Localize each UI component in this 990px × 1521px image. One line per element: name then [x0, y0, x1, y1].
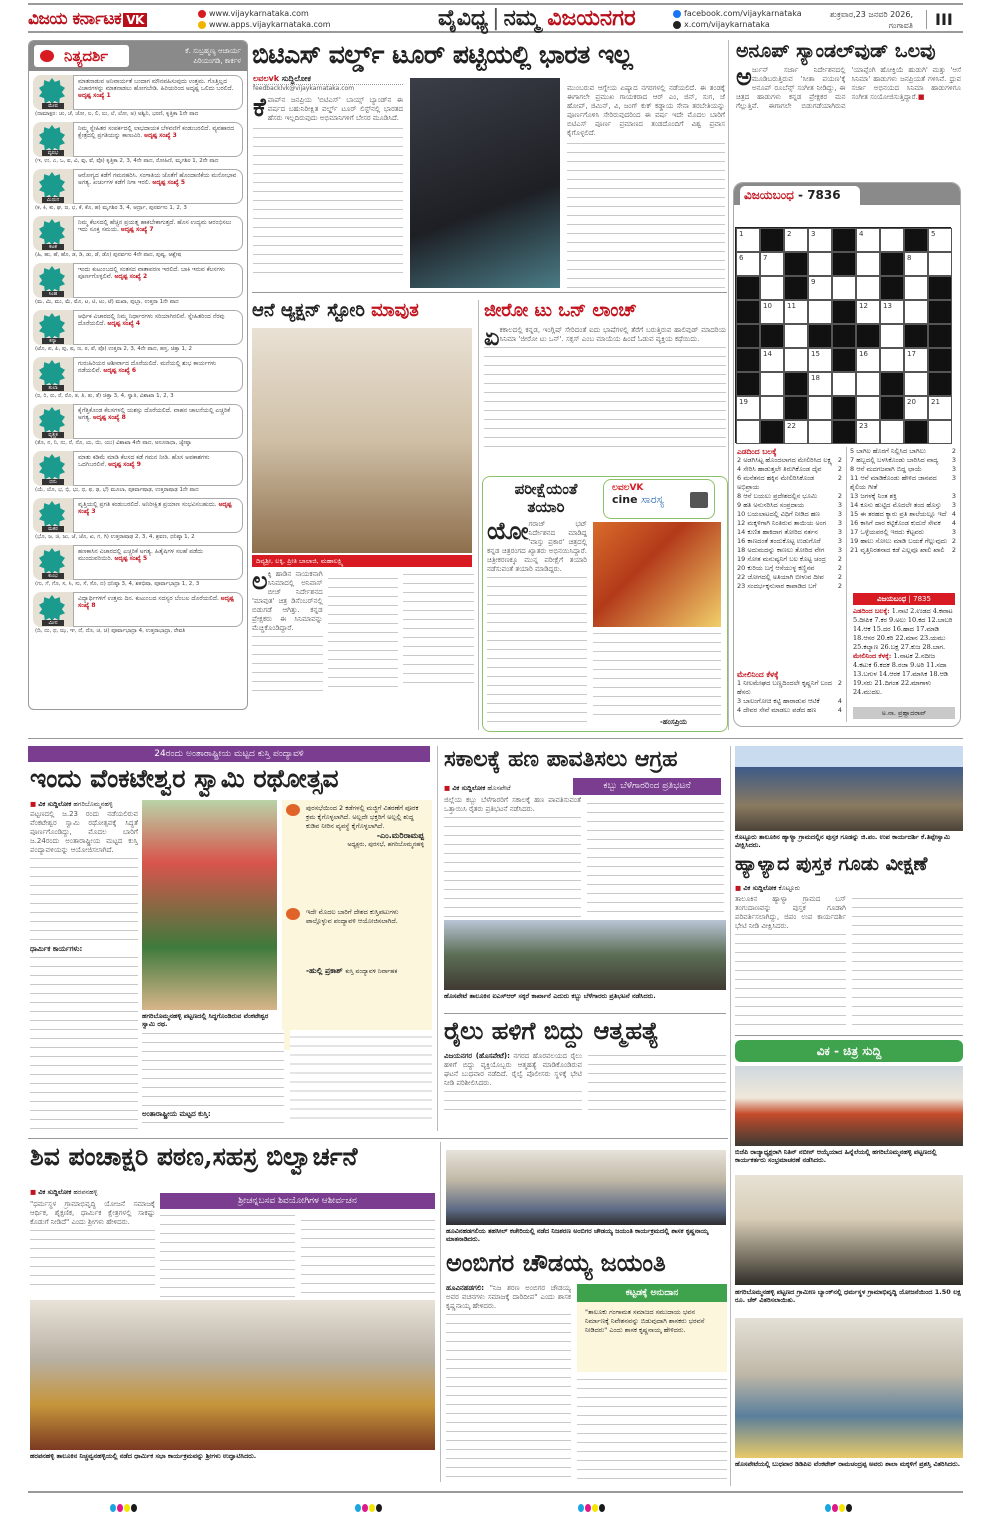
- ratha-quote-1: ಪುರಸಭೆಯಿಂದ 2 ಕಡೆಗಳಲ್ಲಿ ಮಜ್ಜಿಗೆ ವಿತರಣೆಗೆ ಪೂರಕ ಕ್ರಮ ಕೈಗೊಳ್ಳಲಾಗಿದೆ. ಅಲ್ಲದೇ ಭಕ್ತರಿಗೆ ಅಲ್ಲಲ್ಲಿ ಶುದ್ಧ ಕುಡಿವ ನೀರಿನ ವ್ಯವಸ್ಥೆ ಕೈಗೊಳ್ಳಲಾಗಿದೆ.: [306, 804, 419, 830]
- horoscope-text: ಹಣಕಾಸಿನ ವಿಚಾರದಲ್ಲಿ ಎಚ್ಚರಿಕೆ ಅಗತ್ಯ. ಹಿತೈಷಿಗಳ ಸಲಹೆ ಪಡೆದು ಮುಂದುವರಿಯಿರಿ. ಅದೃಷ್ಟ ಸಂಖ್ಯೆ 5: [73, 545, 243, 580]
- facebook-link[interactable]: facebook.com/vijaykarnataka: [684, 9, 802, 18]
- mavutha-headline[interactable]: ಆನೆ ಆ್ಯಕ್ಷನ್ ಸ್ಟೋರಿ ಮಾವುತ: [252, 300, 419, 321]
- bts-photo: [410, 78, 560, 288]
- across-clues: ಎಡದಿಂದ ಬಲಕ್ಕೆ 2 ಅಡಗಿಸಿಟ್ಟ ಹೊಂದಲಾಗದ ಮೇಲಿರಿಸಿದ ಲಕ್ಷ್ಯ 2 4 ಸೇರಿಸಿ ಹಾಡುತ್ತಲೇ ತಿರುಗಿಕೊಂಡ ದೈವ 2 6 ಮನೆತನದ ಹಕ್ಕಿನ ಮೇಲಿರಿಸಿಕೊಂಡ ಅಭಿಪ್ರಾಯ 2 8 ಆನೆ ಬಯಲು ಪ್ರದೇಶದಲ್ಲಿನ ಭೂಮಿ 2 9 ಹತಿ ಅನುಸರಿಸಿದ ಸಂಪ್ರದಾಯ 3 10 ಬಯಲಾಟದಲ್ಲಿ ವಿಧಿಗೆ ನೀಡಿದ ಹಣ 3 12 ಮಕ್ಕಳಿಗಾಗಿ ನಿಂತಿರುವ ತಾಯಿಯ ಅಂಗ 3 14 ಕುಣಿತ ಹಾಕಿದಾಗ ತೋರಿದ ನರ್ತನ 3 16 ಕಾಣದಂತೆ ತಂದುಕೊಟ್ಟ ಉಡುಗೊರೆ 3 18 ಅದುಮದನ್ನು ಕಾಣಲು ತೋರಿದ ವೇಗ 3 19 ಸೋತ ಮನುಷ್ಯನಿಗೆ ಬಲ ಕೊಟ್ಟ ಚಂದ್ರ 2 20 ಕುರಿಯ ಬಗ್ಗೆ ಆಸೆಯುಳ್ಳ ಕಣ್ಣಿನವ 2 22 ಜೋಗದಲ್ಲಿ ಅತಿಯಾಗಿ ಬೀಳುವ ದೀಪ 2 23 ಸಂದರ್ಭಕ್ಕನುಸಾರ ಕಾಪಾಡಿದ ಬಗೆ 2: [737, 447, 842, 590]
- railu-headline[interactable]: ರೈಲು ಹಳಿಗೆ ಬಿದ್ದು ಆತ್ಮಹತ್ಯೆ: [444, 1016, 659, 1045]
- crossword-clue: 14 ಕುಣಿತ ಹಾಕಿದಾಗ ತೋರಿದ ನರ್ತನ 3: [737, 528, 842, 536]
- crossword-cell[interactable]: 17: [904, 348, 928, 372]
- crossword-cell[interactable]: 8: [904, 252, 928, 276]
- crossword-block: [736, 300, 760, 324]
- crossword-clue: 2 ಅಡಗಿಸಿಟ್ಟ ಹೊಂದಲಾಗದ ಮೇಲಿರಿಸಿದ ಲಕ್ಷ್ಯ 2: [737, 456, 842, 464]
- x-icon: [673, 21, 681, 29]
- crossword-cell[interactable]: [808, 396, 832, 420]
- crossword-cell[interactable]: [856, 396, 880, 420]
- chitra-photo-1: [735, 1066, 963, 1146]
- anoop-headline[interactable]: ಅನೂಪ್ ಸ್ಯಾಂಡಲ್‌ವುಡ್ ಒಲವು: [736, 40, 936, 62]
- ambigara-body-2: [577, 1376, 727, 1484]
- bookshop-photo-caption: ಕೊಟ್ಟೂರು ತಾಲೂಕಿನ ಹ್ಯಾಳ್ಯಾ ಗ್ರಾಮದಲ್ಲಿನ ಪುಸ್ತಕ ಗೂಡನ್ನು ಜಿ.ಪಂ. ಉಪ ಕಾರ್ಯದರ್ಶಿ ಕೆ.ತಿಪ್ಪೇಸ್ವಾಮಿ ವೀಕ್ಷಿಸಿದರು.: [735, 833, 951, 849]
- ratha-dateline: ■ ವಿಕ ಸುದ್ದಿಲೋಕ ಹಗರಿಬೊಮ್ಮನಹಳ್ಳಿ: [30, 800, 113, 808]
- shiva-dateline: ■ ವಿಕ ಸುದ್ದಿಲೋಕ ಹರಪನಹಳ್ಳಿ: [30, 1188, 98, 1196]
- crossword-block: [736, 348, 760, 372]
- chitra-photo-2: [735, 1175, 963, 1285]
- ratha-quotes-box: [282, 800, 432, 1050]
- shiva-photo: [30, 1300, 435, 1450]
- crossword-clue: 1 ನೀಲಮೇಘದ ಬಣ್ಣದಿಂದಲೇ ಕೃಷ್ಣನಿಗೆ ಬಂದ ಹೆಸರು 2: [737, 679, 842, 696]
- zodiac-icon: ಮಿಥುನ: [33, 169, 73, 204]
- crossword-clue: 16 ಕಾಸಿಗೆ ದಾರ ಕಟ್ಟಿಕೊಂಡ ಕುದುರೆ ಸೇವಕ 4: [850, 519, 956, 527]
- pareekshe-body-2: [593, 630, 721, 715]
- pareekshe-signature: -ಹಂಸಪ್ರಿಯ: [660, 718, 687, 726]
- bookshop-photo: [735, 746, 963, 831]
- shiva-body-2: [160, 1212, 435, 1300]
- bts-byline: ಲವಲvk ಸುದ್ದಿಲೋಕ: [253, 74, 403, 85]
- crossword-cell[interactable]: [856, 372, 880, 396]
- crossword-title: ವಿಜಯಬಂಧ - 7836: [740, 186, 860, 205]
- zodiac-icon: ಕಟಕ: [33, 216, 73, 251]
- mavutha-caption: ದಿವ್ಯಶ್ರೀ, ಲಕ್ಕಿ, ಪ್ರೀತಿ ಬಾಲಾಜಿ, ಮಹಾಲಕ್ಷ್ಮಿ: [252, 555, 472, 567]
- bookshop-dateline: ■ ವಿಕ ಸುದ್ದಿಲೋಕ ಕೊಟ್ಟೂರು: [735, 884, 801, 892]
- bookshop-headline[interactable]: ಹ್ಯಾಳ್ಯಾದ ಪುಸ್ತಕ ಗೂಡು ವೀಕ್ಷಣೆ: [735, 853, 928, 875]
- sakalakke-body: ಜಿಲ್ಲೆಯ ಕಬ್ಬು ಬೆಳೆಗಾರರಿಗೆ ಸಕಾಲಕ್ಕೆ ಹಣ ಪಾವತಿಸುವಂತೆ ಒತ್ತಾಯಿಸಿ ರೈತರು ಪ್ರತಿಭಟನೆ ನಡೆಸಿದರು.: [444, 796, 724, 918]
- crossword-cell[interactable]: [904, 372, 928, 396]
- crossword-block: [784, 372, 808, 396]
- horoscope-panel: [28, 40, 248, 710]
- crossword-cell[interactable]: [904, 276, 928, 300]
- zodiac-icon: ಕನ್ಯಾ: [33, 310, 73, 345]
- horoscope-sign[interactable]: [33, 592, 243, 627]
- crossword-block: [760, 420, 784, 444]
- crossword-clue: 18 ಅದುಮದನ್ನು ಕಾಣಲು ತೋರಿದ ವೇಗ 3: [737, 546, 842, 554]
- ink-dot: [124, 1504, 130, 1512]
- crossword-cell[interactable]: 16: [856, 348, 880, 372]
- zodiac-icon: ಮೀನ: [33, 592, 73, 627]
- horoscope-sign[interactable]: [33, 451, 243, 486]
- quote-bubble-icon: [286, 908, 300, 920]
- horoscope-sign[interactable]: [33, 263, 243, 298]
- shiva-photo-caption: ಹರಪನಹಳ್ಳಿ ತಾಲೂಕಿನ ನಿಚ್ಚವ್ವನಹಳ್ಳಿಯಲ್ಲಿ ನಡೆದ ಧಾರ್ಮಿಕ ಸಭಾ ಕಾರ್ಯಕ್ರಮವನ್ನು ಶ್ರೀಗಳು ಉದ್ಘಾಟಿಸಿದರು.: [30, 1452, 257, 1460]
- registration-marks: [825, 1497, 853, 1516]
- ink-dot: [599, 1504, 605, 1512]
- sakalakke-photo-caption: ಹೊಸಪೇಟೆ ತಾಲೂಕಿನ ಐಎಸ್‌ಆರ್ ಸಕ್ಕರೆ ಕಾರ್ಖಾನೆ ಎದುರು ಕಬ್ಬು ಬೆಳೆಗಾರರು ಪ್ರತಿಭಟನೆ ನಡೆಸಿದರು.: [444, 992, 656, 1000]
- crossword-cell[interactable]: [880, 420, 904, 444]
- crossword-cell[interactable]: [856, 276, 880, 300]
- crossword-clue: 17 ಒಳ್ಳೆಯವರಲ್ಲಿ ಇರದು ಕೆಟ್ಟವರು 3: [850, 528, 956, 536]
- crossword-block: [832, 420, 856, 444]
- crossword-block: [904, 324, 928, 348]
- pareekshe-body: ಯೋಗರಾಜ್ ಭಟ್ ನಿರ್ದೇಶನದ ಮಾಡಿದ್ದ 'ವಾಸ್ತು ಪ್ರಕಾರ' ಚಿತ್ರದಲ್ಲಿ ಕನ್ನಡ ಚಿತ್ರರಂಗದ ಖ್ಯಾತರು ಅಭಿನಯಿಸಿದ್ದಾರೆ. ಚಿತ್ರೀಕರಣಕ್ಕೂ ಮುನ್ನ ಪರೀಕ್ಷೆಗೆ ತಯಾರಿ ನಡೆಸುವಂತೆ ತಯಾರಿ ಮಾಡಿದ್ದರು.: [487, 520, 587, 727]
- horoscope-text: ವೃತ್ತಿಯಲ್ಲಿ ಪ್ರಗತಿ ಕಂಡುಬರಲಿದೆ. ಅನಿರೀಕ್ಷಿತ ಪ್ರಯಾಣ ಸಂಭವಿಸಬಹುದು. ಅದೃಷ್ಟ ಸಂಖ್ಯೆ 3: [73, 498, 243, 533]
- ink-dot: [131, 1504, 137, 1512]
- horoscope-nakshatra: (ತೊ, ನ, ನಿ, ನು, ನೆ, ನೊ, ಯ, ಯಿ, ಯು) ವಿಶಾಖಾ 4ನೇ ಪಾದ, ಅನೂರಾಧಾ, ಜ್ಯೇಷ್ಠಾ: [35, 440, 191, 446]
- website-link[interactable]: www.vijaykarnataka.com: [209, 9, 309, 18]
- column-divider: [437, 746, 438, 1131]
- horoscope-nakshatra: (ಮ, ಮಿ, ಮು, ಮೆ, ಮೊ, ಟ, ಟಿ, ಟು, ಟೆ) ಮಖಾ, ಪುಬ್ಬಾ, ಉತ್ತರಾ 1ನೇ ಪಾದ: [35, 299, 179, 305]
- ambigara-photo-caption: ಹೂವಿನಹಡಗಲಿಯ ತಹಸೀಲ್ ಕಚೇರಿಯಲ್ಲಿ ನಡೆದ ನಿಜಶರಣ ಅಂಬಿಗರ ಚೌಡಯ್ಯ ಜಯಂತಿ ಕಾರ್ಯಕ್ರಮದಲ್ಲಿ ಶಾಸಕ ಕೃಷ್ಣನಾಯ್ಕ ಮಾತನಾಡಿದರು.: [446, 1227, 709, 1243]
- crossword-clue: 7 ಹಬ್ಬದಲ್ಲಿ ಬಳಸಿಕೊಂಡು ಬಾರಿಸಿದ ವಾದ್ಯ 3: [850, 456, 956, 464]
- crossword-clue: 4 ದೇವರ ಸೇವೆ ಮಾಡಲು ಪಡೆದ ಹಣ 4: [737, 706, 842, 714]
- crossword-cell[interactable]: 21: [928, 396, 952, 420]
- crossword-cell[interactable]: 23: [856, 420, 880, 444]
- crossword-clue: 10 ಬಯಲಾಟದಲ್ಲಿ ವಿಧಿಗೆ ನೀಡಿದ ಹಣ 3: [737, 510, 842, 518]
- facebook-icon: [673, 10, 681, 18]
- crossword-clue: 8 ಆನೆ ಮದಗಜವಾಗಿ ಬಿದ್ದ ಛಾಯೆ 3: [850, 465, 956, 473]
- horoscope-nakshatra: (ಕ, ಕಿ, ಕು, ಘ, ಙ, ಛ, ಕೆ, ಕೊ, ಹ) ಮೃಗಶಿರ 3, 4, ಆರ್ದ್ರಾ, ಪುನರ್ವಸು 1, 2, 3: [35, 205, 187, 211]
- crossword-block: [928, 300, 952, 324]
- crossword-block: [736, 276, 760, 300]
- section-divider: [252, 292, 727, 293]
- issue-date: ಶುಕ್ರವಾರ,23 ಜನವರಿ 2026, ಗಂಗಾವತಿ: [830, 10, 913, 30]
- crossword-cell[interactable]: [928, 252, 952, 276]
- horoscope-nakshatra: (ಇ, ಉ, ಎ, ಒ, ವ, ವಿ, ವು, ವೆ, ವೊ) ಕೃತ್ತಿಕಾ 2, 3, 4ನೇ ಪಾದ, ರೋಹಿಣಿ, ಮೃಗಶಿರ 1, 2ನೇ ಪಾದ: [35, 158, 219, 164]
- crossword-block: [784, 396, 808, 420]
- shiva-kicker: ಶ್ರೀಚನ್ನಬಸವ ಶಿವಯೋಗಿಗಳ ಆಶೀರ್ವಚನ: [160, 1193, 435, 1209]
- photo-news-label: ವಿಕ - ಚಿತ್ರ ಸುದ್ದಿ: [735, 1040, 963, 1062]
- column-divider: [730, 746, 731, 1486]
- crossword-cell[interactable]: 13: [880, 300, 904, 324]
- clue-divider: [846, 447, 847, 722]
- crossword-cell[interactable]: [760, 372, 784, 396]
- horoscope-text: ಮಾತು ಕಡಿಮೆ ಮಾಡಿ ಕೆಲಸದ ಕಡೆ ಗಮನ ನೀಡಿ. ಹೊಸ ಅವಕಾಶಗಳು ಒದಗಿಬರಲಿವೆ. ಅದೃಷ್ಟ ಸಂಖ್ಯೆ 9: [73, 451, 243, 486]
- column-divider: [728, 40, 729, 730]
- crossword-cell[interactable]: [880, 348, 904, 372]
- section-divider: [444, 1013, 726, 1014]
- crossword-block: [736, 324, 760, 348]
- ink-dot: [376, 1504, 382, 1512]
- page-number: III: [926, 10, 953, 29]
- social-links: [673, 8, 802, 30]
- horoscope-text: ಗುರುಹಿರಿಯರ ಆಶೀರ್ವಾದ ದೊರೆಯಲಿದೆ. ಮನೆಯಲ್ಲಿ ಶುಭ ಕಾರ್ಯಗಳು ನಡೆಯಲಿವೆ. ಅದೃಷ್ಟ ಸಂಖ್ಯೆ 6: [73, 357, 243, 392]
- ratha-kicker: 24ರಂದು ಅಂತಾರಾಷ್ಟ್ರೀಯ ಮಟ್ಟದ ಕುಸ್ತಿ ಪಂದ್ಯಾವಳಿ: [28, 746, 430, 762]
- crossword-clue: 13 ಜಗಳಕ್ಕೆ ನಿಂತ ಶಕ್ತಿ 3: [850, 492, 956, 500]
- down-clues-top: [850, 447, 956, 555]
- crossword-block: [856, 324, 880, 348]
- zero-body: ಏಕಕಾಲದಲ್ಲಿ ಕನ್ನಡ, ಇಂಗ್ಲಿಷ್ ಸೇರಿದಂತೆ ಐದು ಭಾಷೆಗಳಲ್ಲಿ ತೆರೆಗೆ ಬರುತ್ತಿರುವ ಹಾಲಿವುಡ್ ಮಾದರಿಯ ಸಿನಿಮಾ 'ಜೀರೋ ಟು ಒನ್'. ಸಕ್ಸಸ್ ಎಂಬ ಮಾಯೆಯ ಹಿಂದೆ ಓಡುವ ವ್ಯಕ್ತಿಯ ಕಥೆಯಿದು.: [484, 326, 726, 468]
- crossword-cell[interactable]: 1: [736, 228, 760, 252]
- crossword-clue: 12 ಮಕ್ಕಳಿಗಾಗಿ ನಿಂತಿರುವ ತಾಯಿಯ ಅಂಗ 3: [737, 519, 842, 527]
- ratha-quote-2: ಇದೇ ಮೊದಲ ಬಾರಿಗೆ ದೇಶದ ಕುಸ್ತಿಪಟುಗಳು ಪಾಲ್ಗೊಳ್ಳುವ ಪಂದ್ಯಾವಳಿ ಆಯೋಜಿಸಲಾಗಿದೆ.: [306, 908, 399, 925]
- horoscope-text: ಇಂದು ಕುಟುಂಬದಲ್ಲಿ ಸಂತಸದ ವಾತಾವರಣ ಇರಲಿದೆ. ಬಾಕಿ ಇರುವ ಕೆಲಸಗಳು ಪೂರ್ಣಗೊಳ್ಳಲಿವೆ. ಅದೃಷ್ಟ ಸಂಖ್ಯೆ 2: [73, 263, 243, 298]
- horoscope-text: ವಿದ್ಯಾರ್ಥಿಗಳಿಗೆ ಉತ್ತಮ ದಿನ. ಕುಟುಂಬದ ಸದಸ್ಯರ ಬೆಂಬಲ ದೊರೆಯಲಿದೆ. ಅದೃಷ್ಟ ಸಂಖ್ಯೆ 8: [73, 592, 243, 627]
- crossword-clue: 3 ಬಾಲಂಗೋಚಿ ಕಟ್ಟಿ ಹಾರಾಡುವ ಆಟಿಕೆ 4: [737, 697, 842, 705]
- crossword-cell[interactable]: [856, 252, 880, 276]
- sakalakke-photo: [444, 920, 726, 990]
- bts-body-right: ಮುಂಬರುವ ಆಗ್ನೇಯ ಏಷ್ಯಾದ ನಗರಗಳಲ್ಲಿ ನಡೆಯಲಿದೆ. ಈ ತಂಡಕ್ಕೆ ಈಗಾಗಲೇ ಪ್ರಮುಖ ಗಾಯಕರಾದ ಆರ್ ಎಂ, ಜಿನ್, ಸುಗ, ಜೆ ಹೋಪ್, ಜಿಮಿನ್, ವಿ, ಜಂಗ್ ಕುಕ್ ಕಡ್ಡಾಯ ಸೇನಾ ತರಬೇತಿಯನ್ನು ಪೂರ್ಣಗೊಳಿಸಿ ಸೇರಿರುವುದರಿಂದ ಈ ವರ್ಷ ಇದೇ ಮೊದಲ ಬಾರಿಗೆ ಬಿಟಿಎಸ್ ಪೂರ್ಣ ಪ್ರಮಾಣದ ತಂಡದೊಂದಿಗೆ ವಿಶ್ವ ಪ್ರವಾಸ ಕೈಗೊಳ್ಳಲಿದೆ.: [567, 84, 725, 289]
- crossword-cell[interactable]: [808, 252, 832, 276]
- crossword-cell[interactable]: 14: [760, 348, 784, 372]
- horoscope-sign[interactable]: [33, 357, 243, 392]
- ambigara-kicker: ಕಟ್ಟಡಕ್ಕೆ ಅನುದಾನ: [577, 1284, 727, 1302]
- planet-icon: [40, 50, 54, 62]
- crossword-block: [832, 396, 856, 420]
- crossword-block: [784, 252, 808, 276]
- ratha-photo-caption: ಹಗರಿಬೊಮ್ಮನಹಳ್ಳಿ ಪಟ್ಟಣದಲ್ಲಿ ಸಿದ್ಧಗೊಂಡಿರುವ ವೆಂಕಟೇಶ್ವರ ಸ್ವಾಮಿ ರಥ.: [142, 1012, 269, 1028]
- crossword-cell[interactable]: [880, 228, 904, 252]
- sakalakke-dateline: ■ ವಿಕ ಸುದ್ದಿಲೋಕ ಹೊಸಪೇಟೆ: [444, 784, 511, 792]
- section-divider: [28, 1138, 728, 1139]
- ink-dot: [585, 1504, 591, 1512]
- crossword-clue: 16 ಕಾಣದಂತೆ ತಂದುಕೊಟ್ಟ ಉಡುಗೊರೆ 3: [737, 537, 842, 545]
- ink-dot: [578, 1504, 584, 1512]
- horoscope-text: ಕೈಗೆತ್ತಿಕೊಂಡ ಕೆಲಸಗಳಲ್ಲಿ ಯಶಸ್ಸು ದೊರೆಯಲಿದೆ. ವಾಹನ ಚಾಲನೆಯಲ್ಲಿ ಎಚ್ಚರಿಕೆ ಅಗತ್ಯ. ಅದೃಷ್ಟ ಸಂಖ್ಯೆ 8: [73, 404, 243, 439]
- horoscope-sign[interactable]: [33, 404, 243, 439]
- crossword-cell[interactable]: 18: [808, 372, 832, 396]
- prev-solution-title: ವಿಜಯಬಂಧ | 7835: [853, 593, 955, 605]
- apps-link[interactable]: www.apps.vijaykarnataka.com: [209, 20, 331, 29]
- chitra-photo-3: [735, 1318, 963, 1458]
- crossword-block: [832, 252, 856, 276]
- crossword-cell[interactable]: [760, 396, 784, 420]
- column-divider: [440, 1142, 441, 1482]
- x-link[interactable]: x.com/vijaykarnataka: [684, 20, 770, 29]
- crossword-block: [760, 228, 784, 252]
- zero-headline[interactable]: ಜೀರೋ ಟು ಒನ್ ಲಾಂಚ್: [484, 300, 637, 321]
- crossword-cell[interactable]: [928, 420, 952, 444]
- crossword-cell[interactable]: [808, 300, 832, 324]
- crossword-clue: 5 ಬಾಗಿಲ ಹೊರಗೆ ನಿಲ್ಲಿಸಿದ ಬಾಗಿಲು 2: [850, 447, 956, 455]
- horoscope-sign[interactable]: [33, 310, 243, 345]
- ink-dot: [362, 1504, 368, 1512]
- horoscope-sign[interactable]: [33, 545, 243, 580]
- crossword-cell[interactable]: 7: [760, 252, 784, 276]
- crossword-block: [784, 276, 808, 300]
- horoscope-nakshatra: (ರ, ರಿ, ರು, ರೆ, ರೊ, ತ, ತಿ, ತು, ತೆ) ಚಿತ್ತಾ 3, 4, ಸ್ವಾತಿ, ವಿಶಾಖಾ 1, 2, 3: [35, 393, 174, 399]
- crossword-compiler: ಅ.ನಾ. ಪ್ರಹ್ಲಾದರಾವ್: [853, 707, 955, 719]
- ink-dot: [355, 1504, 361, 1512]
- ambigara-photo: [446, 1150, 726, 1225]
- bottom-rule: [28, 1491, 963, 1493]
- shiva-headline[interactable]: ಶಿವ ಪಂಚಾಕ್ಷರಿ ಪಠಣ,ಸಹಸ್ರ ಬಿಲ್ವಾರ್ಚನೆ: [30, 1142, 358, 1171]
- horoscope-text: ಆರ್ಥಿಕ ವಿಚಾರದಲ್ಲಿ ನಿಮ್ಮ ನಿರ್ಧಾರಗಳು ಸರಿಯಾಗಿರಲಿವೆ. ಸ್ನೇಹಿತರಿಂದ ನೆರವು ದೊರೆಯಲಿದೆ. ಅದೃಷ್ಟ ಸಂಖ್ಯೆ 4: [73, 310, 243, 345]
- crossword-block: [928, 276, 952, 300]
- crossword-block: [928, 348, 952, 372]
- ink-dot: [832, 1504, 838, 1512]
- zodiac-icon: ತುಲಾ: [33, 357, 73, 392]
- zodiac-icon: ಧನು: [33, 451, 73, 486]
- prev-solution: ಎಡದಿಂದ ಬಲಕ್ಕೆ: 1.ನಾಟಿ 2.ಉಡದ 4.ಕವಾಟ 5.ದೀಪಿಕ 7.ಕರ 9.ಅಲು 10.ಕದ 12.ಬಾಬರಿ 14.ಆಕ 15.ದರ 16.ಹಾದ 17.ಮಾಡಿ 18.ಆಸರ 20.ಕರಿ 22.ಮಾನ 23.ಯಮು 25.ಕಲ್ಯಾಣ 26.ಬಕ್ಷ 27.ಕುಜ 28.ಬಾಗ. ಮೇಲಿನಿಂದ ಕೆಳಕ್ಕೆ: 1.ನಾಟಕ 2.ನದೀಜ 4.ಕಟುಕ 6.ಕದಕ 8.ರಜಾ 9.ಅರಿ 11.ಸದಾ 13.ಬಗುಳ 14.ಆರಕ 17.ಮಾಸಿಕ 18.ಆಡಿ 19.ಸರು 21.ದಿಗಂತ 22.ಮಾಗಾಳು 24.ಮುದಲ.: [853, 607, 953, 696]
- crossword-clue: 22 ಜೋಗದಲ್ಲಿ ಅತಿಯಾಗಿ ಬೀಳುವ ದೀಪ 2: [737, 573, 842, 581]
- crossword-cell[interactable]: 12: [856, 300, 880, 324]
- horoscope-nakshatra: (ದಿ, ದು, ಥ, ಝ, ಞ, ದೆ, ದೊ, ಚ, ಚಿ) ಪೂರ್ವಾಭಾದ್ರಾ 4, ಉತ್ತರಾಭಾದ್ರಾ, ರೇವತಿ: [35, 628, 186, 634]
- registration-marks: [110, 1497, 138, 1516]
- horoscope-nakshatra: (ನಾಮಾಕ್ಷರ: ಚು, ಚೆ, ಚೋ, ಲ, ಲಿ, ಲು, ಲೆ, ಲೋ, ಅ) ಅಶ್ವಿನಿ, ಭರಣಿ, ಕೃತ್ತಿಕಾ 1ನೇ ಪಾದ: [35, 111, 199, 117]
- fold-rule: [28, 738, 963, 739]
- crossword-cell[interactable]: 10: [760, 300, 784, 324]
- crossword-block: [760, 324, 784, 348]
- crossword-cell[interactable]: [784, 348, 808, 372]
- ink-dot: [846, 1504, 852, 1512]
- ink-dot: [825, 1504, 831, 1512]
- crossword-cell[interactable]: [904, 300, 928, 324]
- horoscope-text: ನಿಮ್ಮ ಸ್ನೇಹಿತರ ಸಂಪರ್ಕದಲ್ಲಿ ಲಾಭದಾಯಕ ಬೆಳವಣಿಗೆ ಕಂಡುಬರಲಿದೆ. ವ್ಯವಹಾರದ ಕ್ಷೇತ್ರದಲ್ಲಿ ಪ್ರಗತಿಯನ್ನು ಕಾಣುವಿರಿ. ಅದೃಷ್ಟ ಸಂಖ್ಯೆ 3: [73, 122, 243, 157]
- crossword-block: [928, 372, 952, 396]
- ambigara-body: ಹೂವಿನಹಡಗಲಿ: "ನಿಜ ಶರಣ ಅಂಬಿಗರ ಚೌಡಯ್ಯ ಅವರ ವಚನಗಳು ಸಮಾಜಕ್ಕೆ ದಾರಿದೀಪ" ಎಂದು ಶಾಸಕ ಕೃಷ್ಣನಾಯ್ಕ ಹೇಳಿದರು.: [446, 1284, 571, 1484]
- crossword-cell[interactable]: 6: [736, 252, 760, 276]
- ratha-chariot-photo: [142, 800, 277, 1010]
- anoop-body: ಅರ್ಜುನ್ ಸರ್ಜಾ ನಿರ್ದೇಶನದಲ್ಲಿ ಮೂಡಿಬರುತ್ತಿರುವ 'ಸೀತಾ ಪಯಣ'ಕ್ಕೆ ಅನೂಪ್ ರೂಬೆನ್ಸ್ ಸಂಗೀತ ನೀಡಿದ್ದು, ಈ ಚಿತ್ರದ ಹಾಡುಗಳು ಕನ್ನಡ ಪ್ರೇಕ್ಷಕರ ಮನ ಗೆಲ್ಲುತ್ತಿವೆ. ಈಗಾಗಲೇ ಬಿಡುಗಡೆಯಾಗಿರುವ 'ಯಾಪ್ಪೆಂಗಿ ಹೋಕ್ತಿಯೆ ಹುಡುಗಿ' ಮತ್ತು 'ಆಸೆ ಸಿನಿಮಾ' ಹಾಡುಗಳು ಜನಪ್ರಿಯತೆ ಗಳಿಸಿವೆ. ಧ್ರುವ ಸರ್ಜಾ ಅಭಿನಯದ ಸಿನಿಮಾ ಹಾಡುಗಳಿಗೂ ಸಂಗೀತ ಸಂಯೋಜಿಸುತ್ತಿದ್ದಾರೆ.■: [736, 66, 961, 110]
- crossword-clue: 6 ಮನೆತನದ ಹಕ್ಕಿನ ಮೇಲಿರಿಸಿಕೊಂಡ ಅಭಿಪ್ರಾಯ 2: [737, 474, 842, 491]
- bts-headline[interactable]: ಬಿಟಿಎಸ್ ವರ್ಲ್ಡ್ ಟೂರ್ ಪಟ್ಟಿಯಲ್ಲಿ ಭಾರತ ಇಲ್ಲ: [252, 40, 633, 69]
- crossword-block: [880, 276, 904, 300]
- zodiac-icon: ವೃಶ್ಚಿಕ: [33, 404, 73, 439]
- pareekshe-photo: [593, 522, 721, 627]
- crossword-cell[interactable]: [832, 372, 856, 396]
- crossword-clue: 21 ವೃತ್ತಿನಿರತನಾದ ಕಡೆ ಎಲ್ಲವೂ ಖಾಲಿ ಖಾಲಿ 2: [850, 546, 956, 554]
- mavutha-body: ಲಕ್ಕಿ ಹಾಡಿನ ನಾಯಕನಾಗಿ ಸಿನಿಮಾದಲ್ಲಿ ಅನಿವಾಸ್ ಬೀಜ್ ನಿರ್ದೇಶನದ 'ಮಾವುತ' ಚಿತ್ರ ಡಿಸೆಂಬರ್‌ನಲ್ಲಿ ಬಿಡುಗಡೆ ಆಗಿತ್ತು. ಕನ್ನಡ ಪ್ರೇಕ್ಷಕರು ಈ ಸಿನಿಮಾವನ್ನು ಮೆಚ್ಚಿಕೊಂಡಿದ್ದಾರೆ.: [252, 570, 474, 730]
- horoscope-nakshatra: (ಹಿ, ಹು, ಹೆ, ಹೊ, ಡ, ಡಿ, ಡು, ಡೆ, ಡೊ) ಪುನರ್ವಸು 4ನೇ ಪಾದ, ಪುಷ್ಯ, ಆಶ್ಲೇಷ: [35, 252, 182, 258]
- horoscope-nakshatra: (ಗು, ಗೆ, ಗೊ, ಸ, ಸಿ, ಸು, ಸೆ, ಸೊ, ದ) ಧನಿಷ್ಠಾ 3, 4, ಶತಭಿಷಾ, ಪೂರ್ವಾಭಾದ್ರಾ 1, 2, 3: [35, 581, 200, 587]
- crossword-cell[interactable]: [760, 276, 784, 300]
- zodiac-icon: ಕುಂಭ: [33, 545, 73, 580]
- mavutha-photo: [252, 328, 472, 553]
- section-divider: [735, 1035, 963, 1036]
- ratha-body-2: ಅಂತಾರಾಷ್ಟ್ರೀಯ ಮಟ್ಟದ ಕುಸ್ತಿ:: [142, 1030, 432, 1130]
- zodiac-icon: ಸಿಂಹ: [33, 263, 73, 298]
- cine-sarasa-badge: ಲವಲVK cine ಸಾರಸ್ಯ: [603, 479, 715, 519]
- sakalakke-headline[interactable]: ಸಕಾಲಕ್ಕೆ ಹಣ ಪಾವತಿಸಲು ಆಗ್ರಹ: [444, 746, 678, 772]
- horoscope-sign[interactable]: [33, 216, 243, 251]
- crossword-clue: 20 ಕುರಿಯ ಬಗ್ಗೆ ಆಸೆಯುಳ್ಳ ಕಣ್ಣಿನವ 2: [737, 564, 842, 572]
- crossword-block: [808, 324, 832, 348]
- globe-icon: [198, 10, 206, 18]
- crossword-cell[interactable]: 22: [784, 420, 808, 444]
- crossword-clue: 23 ಸಂದರ್ಭಕ್ಕನುಸಾರ ಕಾಪಾಡಿದ ಬಗೆ 2: [737, 582, 842, 590]
- crossword-block: [904, 420, 928, 444]
- crossword-clue: 9 ಹತಿ ಅನುಸರಿಸಿದ ಸಂಪ್ರದಾಯ 3: [737, 501, 842, 509]
- chitra-caption-1: ಬಿಜೆಪಿ ರಾಜ್ಯಾಧ್ಯಕ್ಷರಾಗಿ ನಿತಿನ್ ನಬೀನ್ ಆಯ್ಕೆಯಾದ ಹಿನ್ನೆಲೆಯಲ್ಲಿ ಹಗರಿಬೊಮ್ಮನಹಳ್ಳಿ ಪಟ್ಟಣದಲ್ಲಿ ಕಾರ್ಯಕರ್ತರು ಸಂಭ್ರಮಾಚರಣೆ ನಡೆಸಿದರು.: [735, 1148, 937, 1164]
- crossword-cell[interactable]: 11: [784, 300, 808, 324]
- registration-marks: [578, 1497, 606, 1516]
- quote-2-author: -ಹುಲ್ಲಿ ಪ್ರಕಾಶ್ ಕುಸ್ತಿ ಪಂದ್ಯಾವಳಿ ನಿರ್ವಾಹಕ: [306, 966, 398, 975]
- column-divider: [478, 300, 479, 730]
- crossword-cell[interactable]: 15: [808, 348, 832, 372]
- crossword-block: [832, 228, 856, 252]
- crossword-block: [880, 252, 904, 276]
- crossword-clue: 4 ಸೇರಿಸಿ ಹಾಡುತ್ತಲೇ ತಿರುಗಿಕೊಂಡ ದೈವ 2: [737, 465, 842, 473]
- ambigara-headline[interactable]: ಅಂಬಿಗರ ಚೌಡಯ್ಯ ಜಯಂತಿ: [446, 1248, 666, 1277]
- film-camera-icon: [690, 492, 708, 508]
- crossword-cell[interactable]: 2: [784, 228, 808, 252]
- railu-body: ವಿಜಯನಗರ (ಹೊಸಪೇಟೆ): ನಗರದ ಹೊರವಲಯದ ರೈಲು ಹಳಿಗೆ ಬಿದ್ದು ವ್ಯಕ್ತಿಯೊಬ್ಬರು ಆತ್ಮಹತ್ಯೆ ಮಾಡಿಕೊಂಡಿರುವ ಘಟನೆ ಬುಧವಾರ ನಡೆದಿದೆ. ರೈಲ್ವೆ ಪೊಲೀಸರು ಸ್ಥಳಕ್ಕೆ ಭೇಟಿ ನೀಡಿ ಪರಿಶೀಲಿಸಿದರು.: [444, 1052, 726, 1130]
- crossword-clue: 15 ಈ ತರಹದ ಕ್ಯಾರು ಪ್ರತಿ ಶಾಲೆಯಲ್ಲೂ ಇದೆ 4: [850, 510, 956, 518]
- pareekshe-headline[interactable]: ಪರೀಕ್ಷೆಯಂತೆ ತಯಾರಿ: [514, 480, 578, 516]
- chitra-caption-2: ಹಗರಿಬೊಮ್ಮನಹಳ್ಳಿ ಪಟ್ಟಣದ ಗ್ರಾಮೀಣ ಬ್ಯಾಂಕ್‌ನಲ್ಲಿ ಧರ್ಮಸ್ಥಳ ಗ್ರಾಮಾಭಿವೃದ್ಧಿ ಯೋಜನೆಯಿಂದ 1.50 ಲಕ್ಷ ರೂ. ಚೆಕ್ ವಿತರಿಸಲಾಯಿತು.: [735, 1288, 961, 1304]
- crossword-block: [904, 228, 928, 252]
- crossword-clue: 8 ಆನೆ ಬಯಲು ಪ್ರದೇಶದಲ್ಲಿನ ಭೂಮಿ 2: [737, 492, 842, 500]
- horoscope-text: ನಿಮ್ಮ ಕೆಲಸದಲ್ಲಿ ಹೆಚ್ಚಿನ ಪ್ರಯತ್ನ ಹಾಕಬೇಕಾಗುತ್ತದೆ. ಹೊಸ ಉದ್ಯಮ ಆರಂಭಿಸಲು ಇದು ಸೂಕ್ತ ಸಮಯ. ಅದೃಷ್ಟ ಸಂಖ್ಯೆ 7: [73, 216, 243, 251]
- zodiac-icon: ಮಕರ: [33, 498, 73, 533]
- crossword-cell[interactable]: [808, 420, 832, 444]
- ink-dot: [110, 1504, 116, 1512]
- crossword-cell[interactable]: 19: [736, 396, 760, 420]
- bts-email[interactable]: feedbacklvk@vijaykarnataka.com: [253, 85, 355, 92]
- crossword-block: [880, 372, 904, 396]
- ink-dot: [117, 1504, 123, 1512]
- quote-1-author: -ಎಂ.ಮರಿರಾಮಪ್ಪ: [376, 831, 424, 840]
- crossword-cell[interactable]: [736, 420, 760, 444]
- sakalakke-kicker: ಕಬ್ಬು ಬೆಳೆಗಾರರಿಂದ ಪ್ರತಿಭಟನೆ: [573, 778, 721, 795]
- quote-bubble-icon: [286, 804, 300, 816]
- crossword-block: [832, 300, 856, 324]
- ambigara-quote: "ತಾಲೂಕು ಗಂಗಾಮತ ಸಮಾಜದ ಸಮುದಾಯ ಭವನ ನಿರ್ಮಾಣಕ್ಕೆ ನಿವೇಶನವನ್ನು ಬಿಡುವುದಾಗಿ ಶಾಸಕರು ಭರವಸೆ ನೀಡಿದರು" ಎಂದು ಶಾಸಕ ಕೃಷ್ಣನಾಯ್ಕ ಹೇಳಿದರು.: [577, 1302, 727, 1372]
- crossword-cell[interactable]: [832, 276, 856, 300]
- crossword-cell[interactable]: 5: [928, 228, 952, 252]
- masthead: [28, 3, 963, 33]
- crossword-clue: 19 ಹಾಲು ಸೋಲು ಮಾಡಿ ಬಯಕೆ ಗೆಲ್ಲುವುದು 2: [850, 537, 956, 545]
- brand-logo[interactable]: ವಿಜಯ ಕರ್ನಾಟಕ VK: [28, 9, 147, 29]
- quote-1-role: ಅಧ್ಯಕ್ಷರು, ಪುರಸಭೆ, ಹಗರಿಬೊಮ್ಮನಹಳ್ಳಿ: [347, 841, 424, 848]
- bookshop-body: ತಾಲೂಕಿನ ಹ್ಯಾಳ್ಯಾ ಗ್ರಾಮದ ಬಸ್ ತಂಗುದಾಣವನ್ನು ಪುಸ್ತಕ ಗೂಡಾಗಿ ಪರಿವರ್ತಿಸಲಾಗಿದ್ದು, ಜಿಪಂ ಉಪ ಕಾರ್ಯದರ್ಶಿ ಭೇಟಿ ನೀಡಿ ವೀಕ್ಷಿಸಿದರು.: [735, 895, 963, 1030]
- crossword-block: [832, 348, 856, 372]
- zodiac-icon: ವೃಷಭ: [33, 122, 73, 157]
- horoscope-author: ಕೆ. ಸುಬ್ರಹ್ಮಣ್ಯ ಆಚಾರ್ಯ ಪಿರಿಯಂಗಡಿ, ಕಾರ್ಕಳ: [185, 47, 241, 65]
- crossword-cell[interactable]: 4: [856, 228, 880, 252]
- crossword-clue: 19 ಸೋತ ಮನುಷ್ಯನಿಗೆ ಬಲ ಕೊಟ್ಟ ಚಂದ್ರ 2: [737, 555, 842, 563]
- registration-marks: [355, 1497, 383, 1516]
- crossword-cell[interactable]: 3: [808, 228, 832, 252]
- horoscope-nakshatra: (ಭೊ, ಜ, ಜಿ, ಜು, ಜೆ, ಜೊ, ಖ, ಗ, ಗಿ) ಉತ್ತರಾಷಾಢ 2, 3, 4, ಶ್ರವಣ, ಧನಿಷ್ಠಾ 1, 2: [35, 534, 195, 540]
- horoscope-sign[interactable]: [33, 498, 243, 533]
- horoscope-nakshatra: (ಟೊ, ಪ, ಪಿ, ಪು, ಷ, ಣ, ಠ, ಪೆ, ಪೊ) ಉತ್ತರಾ 2, 3, 4ನೇ ಪಾದ, ಹಸ್ತ, ಚಿತ್ತಾ 1, 2: [35, 346, 192, 352]
- section-title: ವೈವಿಧ್ಯ | ನಮ್ಮ ವಿಜಯನಗರ: [438, 6, 636, 31]
- website-links: [198, 8, 331, 30]
- crossword-clue: 14 ಕೂಸು ಹುಟ್ಟಿದ ಮೊದಲೇ ತಂದ ಹೊಸ್ತು 3: [850, 501, 956, 509]
- crossword-cell[interactable]: [784, 324, 808, 348]
- horoscope-title: ನಿತ್ಯದರ್ಶಿ: [34, 45, 129, 67]
- ink-dot: [839, 1504, 845, 1512]
- ratha-body: ಪಟ್ಟಣದಲ್ಲಿ ಜ.23 ರಂದು ನಡೆಯಲಿರುವ ವೆಂಕಟೇಶ್ವರ ಸ್ವಾಮಿ ರಥೋತ್ಸವಕ್ಕೆ ಸಿದ್ಧತೆ ಪೂರ್ಣಗೊಂಡಿದ್ದು, ಮೊದಲ ಬಾರಿಗೆ ಜ.24ರಂದು ಅಂತಾರಾಷ್ಟ್ರೀಯ ಮಟ್ಟದ ಕುಸ್ತಿ ಪಂದ್ಯಾವಳಿಯನ್ನು ಆಯೋಜಿಸಲಾಗಿದೆ. ಧಾರ್ಮಿಕ ಕಾರ್ಯಗಳು:: [30, 810, 138, 1130]
- crossword-grid[interactable]: [735, 227, 951, 443]
- shiva-body: "ಧರ್ಮಸ್ಥಳ ಗ್ರಾಮಾಭಿವೃದ್ಧಿ ಯೋಜನೆ ಸಮಾಜಕ್ಕೆ ಆರ್ಥಿಕ, ಶೈಕ್ಷಣಿಕ, ಧಾರ್ಮಿಕ ಕ್ಷೇತ್ರಗಳಲ್ಲಿ ಸಾಕಷ್ಟು ಕೊಡುಗೆ ನೀಡಿದೆ" ಎಂದು ಶ್ರೀಗಳು ಹೇಳಿದರು.: [30, 1200, 155, 1298]
- ratha-headline[interactable]: ಇಂದು ವೆಂಕಟೇಶ್ವರ ಸ್ವಾಮಿ ರಥೋತ್ಸವ: [30, 764, 339, 793]
- horoscope-text: ಆರೋಗ್ಯದ ಕಡೆಗೆ ಗಮನಹರಿಸಿ. ಸಂಗಾತಿಯ ಜೊತೆಗೆ ಹೊಂದಾಣಿಕೆಯ ಮನೋಭಾವ ಅಗತ್ಯ. ಖರ್ಚುಗಳ ಕಡೆಗೆ ನಿಗಾ ಇರಲಿ. ಅದೃಷ್ಟ ಸಂಖ್ಯೆ 5: [73, 169, 243, 204]
- crossword-block: [736, 372, 760, 396]
- crossword-cell[interactable]: [880, 324, 904, 348]
- crossword-block: [880, 396, 904, 420]
- down-clues: ಮೇಲಿನಿಂದ ಕೆಳಕ್ಕೆ 1 ನೀಲಮೇಘದ ಬಣ್ಣದಿಂದಲೇ ಕೃಷ್ಣನಿಗೆ ಬಂದ ಹೆಸರು 2 3 ಬಾಲಂಗೋಚಿ ಕಟ್ಟಿ ಹಾರಾಡುವ ಆಟಿಕೆ 4 4 ದೇವರ ಸೇವೆ ಮಾಡಲು ಪಡೆದ ಹಣ 4: [737, 670, 842, 714]
- zodiac-icon: ಮೇಷ: [33, 75, 73, 110]
- app-icon: [198, 21, 206, 29]
- crossword-cell[interactable]: 9: [808, 276, 832, 300]
- crossword-clue: 11 ಆನೆ ಮಾಡಿಕೊಂಡು ಹೇಳಿದ ಜಾನಪದ ಶೈಲಿಯ ಗೀತೆ 3: [850, 474, 956, 491]
- horoscope-sign[interactable]: [33, 122, 243, 157]
- horoscope-sign[interactable]: [33, 169, 243, 204]
- crossword-cell[interactable]: 20: [904, 396, 928, 420]
- chitra-caption-3: ಹೊಸಪೇಟೆಯಲ್ಲಿ ಬುಧವಾರ ಡಿಡಿಪಿಐ ವೆಂಕಟೇಶ್ ರಾಮಚಂದ್ರಪ್ಪ ಅವರು ಶಾಲಾ ಮಕ್ಕಳಿಗೆ ಪ್ರಶಸ್ತಿ ವಿತರಿಸಿದರು.: [735, 1460, 961, 1468]
- bts-body: ಕೆಪಾಪ್‌ನ ಜನಪ್ರಿಯ 'ಬಿಟಿಎಸ್' ಬಾಯ್ಸ್ ಬ್ಯಾಂಡ್‌ನ ಈ ವರ್ಷದ ಬಹುನಿರೀಕ್ಷಿತ ವರ್ಲ್ಡ್ ಟೂರ್ ಲಿಸ್ಟ್‌ನಲ್ಲಿ ಭಾರತದ ಹೆಸರು ಇಲ್ಲದಿರುವುದು ಅಭಿಮಾನಿಗಳಿಗೆ ಬೇಸರ ಮೂಡಿಸಿದೆ.: [253, 96, 403, 288]
- crossword-block: [928, 324, 952, 348]
- horoscope-text: ಮಾತನಾಡುವ ಅನಿವಾರ್ಯತೆ ಬಂದಾಗ ಮೌನವಹಿಸುವುದು ಉತ್ತಮ. ಗೊತ್ತಿಲ್ಲದ ವಿಚಾರಗಳನ್ನು ಮಾತನಾಡಲು ಹೋಗಬೇಡಿ. ಹಿರಿಯರಿಂದ ಅದೃಷ್ಟ ಒಲಿದು ಬರಲಿದೆ. ಅದೃಷ್ಟ ಸಂಖ್ಯೆ 1: [73, 75, 243, 110]
- horoscope-sign[interactable]: [33, 75, 243, 110]
- ink-dot: [592, 1504, 598, 1512]
- ink-dot: [369, 1504, 375, 1512]
- horoscope-nakshatra: (ಯೆ, ಯೊ, ಭ, ಭಿ, ಭು, ಧ, ಫ, ಢ, ಭೆ) ಮೂಲಾ, ಪೂರ್ವಾಷಾಢ, ಉತ್ತರಾಷಾಢ 1ನೇ ಪಾದ: [35, 487, 199, 493]
- crossword-block: [832, 324, 856, 348]
